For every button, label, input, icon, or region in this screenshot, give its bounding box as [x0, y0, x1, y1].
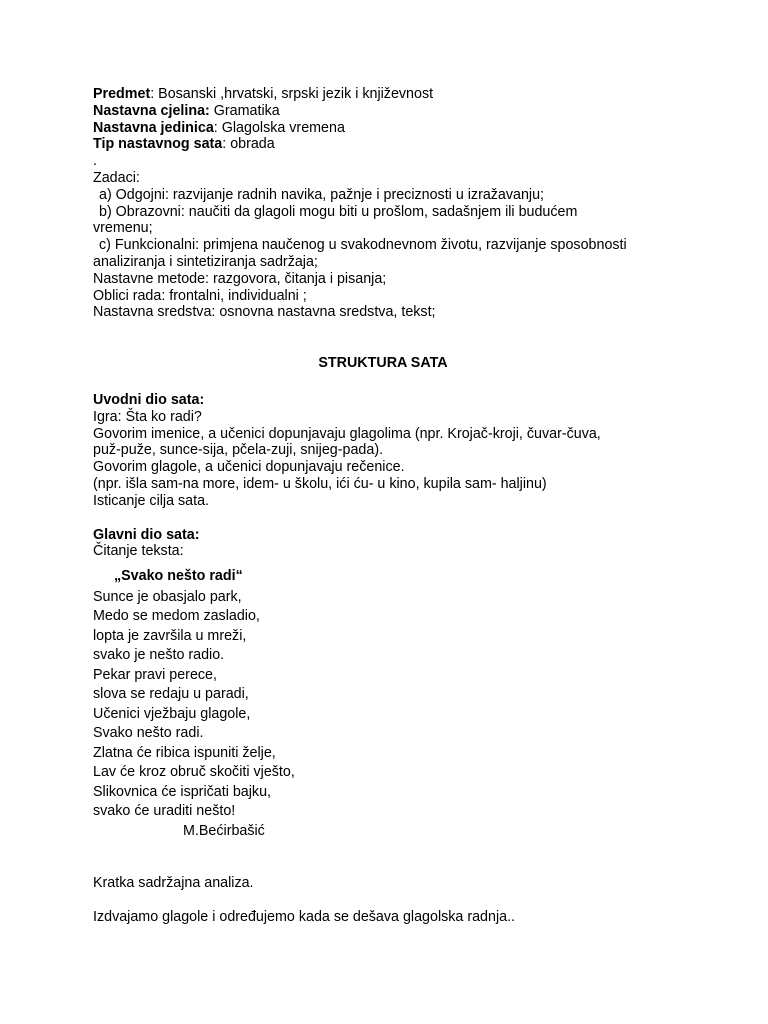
- uvodni-line: Govorim glagole, a učenici dopunjavaju rečenice.: [93, 459, 405, 476]
- dot-line: .: [93, 153, 97, 170]
- poem-title: „Svako nešto radi“: [114, 568, 243, 585]
- spacer: [93, 510, 733, 527]
- izdvajamo-glagole: Izdvajamo glagole i određujemo kada se dešava glagolska radnja..: [93, 908, 516, 925]
- struktura-title: STRUKTURA SATA: [318, 355, 448, 372]
- citanje-teksta: Čitanje teksta:: [93, 543, 184, 560]
- poem-author: M.Bećirbašić: [183, 822, 265, 839]
- zadaci-c-line1: c) Funkcionalni: primjena naučenog u svakodnevnom životu, razvijanje sposobnosti: [99, 237, 627, 254]
- predmet-line: [93, 86, 733, 103]
- uvodni-line: puž-puže, sunce-sija, pčela-zuji, snijeg-pada).: [93, 442, 384, 459]
- zadaci-a: a) Odgojni: razvijanje radnih navika, pažnje i preciznosti u izražavanju;: [99, 186, 545, 203]
- poem-line: slova se redaju u paradi,: [93, 686, 249, 703]
- spacer: [93, 372, 733, 392]
- predmet-value: : Bosanski ,hrvatski, srpski jezik i književnost: [150, 86, 434, 102]
- zadaci-b-line2: vremenu;: [93, 220, 153, 237]
- cjelina-value: Gramatika: [209, 102, 280, 119]
- poem: [93, 567, 733, 841]
- jedinica-line: [93, 120, 733, 137]
- uvodni-line: Govorim imenice, a učenici dopunjavaju glagolima (npr. Krojač-kroji, čuvar-čuva,: [93, 425, 601, 442]
- uvodni-heading: Uvodni dio sata:: [93, 391, 205, 408]
- uvodni-line: Isticanje cilja sata.: [93, 492, 210, 509]
- poem-line: Medo se medom zasladio,: [93, 608, 260, 625]
- poem-line: Slikovnica će ispričati bajku,: [93, 783, 271, 800]
- poem-line: Sunce je obasjalo park,: [93, 588, 242, 605]
- poem-line: svako će uraditi nešto!: [93, 803, 236, 820]
- cjelina-line: [93, 103, 733, 120]
- poem-line: Učenici vježbaju glagole,: [93, 705, 251, 722]
- oblici-rada: Oblici rada: frontalni, individualni ;: [93, 287, 307, 304]
- nastavne-metode: Nastavne metode: razgovora, čitanja i pisanja;: [93, 270, 387, 287]
- poem-line: Lav će kroz obruč skočiti vješto,: [93, 764, 295, 781]
- poem-line: Pekar pravi perece,: [93, 666, 217, 683]
- zadaci-heading: Zadaci:: [93, 169, 140, 186]
- tip-line: [93, 136, 733, 153]
- poem-line: Zlatna će ribica ispuniti želje,: [93, 744, 276, 761]
- poem-line: Svako nešto radi.: [93, 725, 204, 742]
- cjelina-label: Nastavna cjelina:: [93, 102, 210, 119]
- spacer: [93, 892, 733, 909]
- spacer: [93, 321, 733, 355]
- jedinica-value: : Glagolska vremena: [213, 119, 345, 136]
- predmet-label: Predmet: [93, 86, 151, 102]
- poem-line: svako je nešto radio.: [93, 647, 225, 664]
- jedinica-label: Nastavna jedinica: [93, 119, 214, 136]
- nastavna-sredstva: Nastavna sredstva: osnovna nastavna sredstva, tekst;: [93, 304, 436, 321]
- tip-label: Tip nastavnog sata: [93, 136, 223, 153]
- uvodni-line: (npr. išla sam-na more, idem- u školu, ići ću- u kino, kupila sam- haljinu): [93, 475, 547, 492]
- zadaci-c-line2: analiziranja i sintetiziranja sadržaja;: [93, 253, 318, 270]
- kratka-analiza: Kratka sadržajna analiza.: [93, 875, 254, 892]
- document-body: [93, 86, 733, 926]
- poem-line: lopta je završila u mreži,: [93, 627, 247, 644]
- zadaci-b-line1: b) Obrazovni: naučiti da glagoli mogu biti u prošlom, sadašnjem ili budućem: [99, 203, 578, 220]
- spacer: [93, 841, 733, 875]
- glavni-heading: Glavni dio sata:: [93, 526, 200, 543]
- tip-value: : obrada: [222, 136, 275, 153]
- uvodni-line: Igra: Šta ko radi?: [93, 408, 202, 425]
